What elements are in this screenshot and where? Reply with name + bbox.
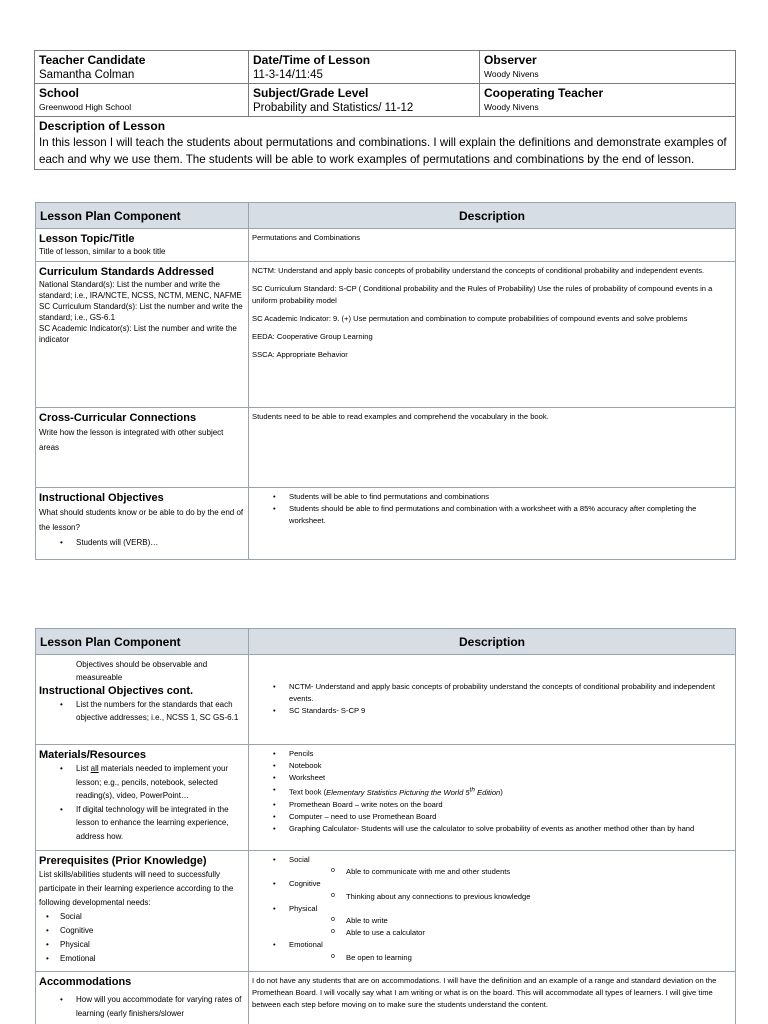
lesson-description-text: In this lesson I will teach the students about permutations and combinations. I will explain the definitions and demonstrate examples of each and why we use them. The students will be able to work examples of permutations and combinations by the end of lesson. bbox=[39, 136, 727, 166]
prereq-physical-sub-1: o Able to write bbox=[289, 915, 732, 927]
materials-row bbox=[36, 745, 736, 851]
objectives-cont-pre: Objectives should be observable and measureable bbox=[76, 660, 208, 682]
objectives-cont-title: Instructional Objectives cont. bbox=[39, 685, 194, 697]
objectives-sub: What should students know or be able to do by the end of the lesson? bbox=[39, 508, 244, 532]
date-value: 11-3-14/11:45 bbox=[253, 69, 323, 81]
cross-title: Cross-Curricular Connections bbox=[39, 412, 197, 424]
prerequisites-row bbox=[36, 851, 736, 972]
school-label: School bbox=[39, 86, 80, 100]
lesson-description-label: Description of Lesson bbox=[39, 119, 166, 133]
standards-desc-2: SC Curriculum Standard: S-CP ( Conditional probability and the Rules of Probability) Use the rules of probability of compound events in a uniform probability model bbox=[252, 284, 713, 305]
description-header: Description bbox=[249, 203, 736, 229]
subject-cell bbox=[249, 84, 480, 117]
prereq-need-emotional: • Emotional bbox=[39, 952, 245, 966]
objectives-title: Instructional Objectives bbox=[39, 492, 164, 504]
teacher-cell bbox=[35, 51, 249, 84]
prereq-cognitive-sub: o Thinking about any connections to previous knowledge bbox=[289, 891, 732, 903]
coop-label: Cooperating Teacher bbox=[484, 86, 604, 100]
materials-sub-bullet-2: • If digital technology will be integrated in the lesson to enhance the learning experience, address how. bbox=[39, 803, 245, 844]
standards-desc-3: SC Academic Indicator: 9. (+) Use permutation and combination to compute probabilities of compound events and solve problems bbox=[252, 314, 688, 323]
plan-header-row bbox=[36, 203, 736, 229]
objectives-cont-bullet-1: • NCTM- Understand and apply basic concepts of probability understand the concepts of conditional probability and independent events. bbox=[252, 681, 732, 705]
objectives-sub-bullet: • Students will (VERB)… bbox=[39, 535, 245, 550]
standards-row bbox=[36, 262, 736, 408]
accommodations-desc: I do not have any students that are on accommodations. I will have the definition and an example of a range and standard deviation on the Promethean Board. I will vocally say what I am writing or what is on the board. This will accommodate all types of learners. I will give time between each step before moving on to make sure the students understand the content. bbox=[249, 972, 736, 1024]
prereq-emotional-sub: o Be open to learning bbox=[289, 952, 732, 964]
standards-desc-5: SSCA: Appropriate Behavior bbox=[252, 350, 348, 359]
date-label: Date/Time of Lesson bbox=[253, 53, 371, 67]
prereq-social-sub: o Able to communicate with me and other students bbox=[289, 866, 732, 878]
standards-sub-3: SC Academic Indicator(s): List the number and write the indicator bbox=[39, 324, 237, 344]
objective-bullet-2: • Students should be able to find permutations and combination with a worksheet with a 85% accuracy after completing the worksheet. bbox=[252, 503, 732, 527]
prereq-emotional: • Emotional o Be open to learning bbox=[252, 939, 732, 963]
school-cell bbox=[35, 84, 249, 117]
coop-value: Woody Nivens bbox=[484, 102, 539, 112]
school-value: Greenwood High School bbox=[39, 102, 132, 112]
accommodations-row bbox=[36, 972, 736, 1024]
cross-sub: Write how the lesson is integrated with other subject areas bbox=[39, 428, 224, 452]
lesson-description-cell bbox=[35, 117, 736, 170]
topic-desc: Permutations and Combinations bbox=[249, 229, 736, 262]
prereq-need-cognitive: • Cognitive bbox=[39, 924, 245, 938]
header-row-1 bbox=[35, 51, 736, 84]
lesson-header-table bbox=[34, 50, 736, 170]
topic-row bbox=[36, 229, 736, 262]
observer-cell bbox=[480, 51, 736, 84]
prereq-physical-sub-2: o Able to use a calculator bbox=[289, 927, 732, 939]
prereq-physical: • Physical o Able to write o Able to use a calculator bbox=[252, 903, 732, 940]
prereq-need-social: • Social bbox=[39, 910, 245, 924]
description-header-2: Description bbox=[249, 629, 736, 655]
standards-desc-4: EEDA: Cooperative Group Learning bbox=[252, 332, 373, 341]
objectives-row bbox=[36, 488, 736, 560]
date-cell bbox=[249, 51, 480, 84]
plan-header-row-2 bbox=[36, 629, 736, 655]
material-item-7: • Graphing Calculator- Students will use the calculator to solve probability of events as another method other than by hand bbox=[252, 823, 732, 835]
material-item-5: • Promethean Board – write notes on the board bbox=[252, 799, 732, 811]
objectives-cont-bullet-2: • SC Standards- S-CP 9 bbox=[252, 705, 732, 717]
subject-label: Subject/Grade Level bbox=[253, 86, 369, 100]
standards-sub-2: SC Curriculum Standard(s): List the number and write the standard; i.e., GS-6.1 bbox=[39, 302, 243, 322]
header-row-3 bbox=[35, 117, 736, 170]
material-item-3: • Worksheet bbox=[252, 772, 732, 784]
topic-sub: Title of lesson, similar to a book title bbox=[39, 247, 166, 256]
component-header-2: Lesson Plan Component bbox=[36, 629, 249, 655]
teacher-label: Teacher Candidate bbox=[39, 53, 146, 67]
standards-desc-1: NCTM: Understand and apply basic concepts of probability understand the concepts of conditional probability and independent events. bbox=[252, 266, 705, 275]
materials-title: Materials/Resources bbox=[39, 749, 146, 761]
cross-desc: Students need to be able to read examples and comprehend the vocabulary in the book. bbox=[249, 408, 736, 488]
coop-cell bbox=[480, 84, 736, 117]
prereq-title: Prerequisites (Prior Knowledge) bbox=[39, 855, 207, 867]
accommodations-title: Accommodations bbox=[39, 976, 132, 988]
header-row-2 bbox=[35, 84, 736, 117]
material-item-4: • Text book (Elementary Statistics Picturing the World 5th Edition) bbox=[252, 784, 732, 799]
plan-table-2 bbox=[35, 628, 736, 1024]
cross-curricular-row bbox=[36, 408, 736, 488]
material-item-2: • Notebook bbox=[252, 760, 732, 772]
prereq-sub: List skills/abilities students will need to successfully participate in their learning experience according to the following developmental needs: bbox=[39, 870, 234, 907]
topic-title: Lesson Topic/Title bbox=[39, 233, 135, 245]
material-item-1: • Pencils bbox=[252, 748, 732, 760]
prereq-cognitive: • Cognitive o Thinking about any connections to previous knowledge bbox=[252, 878, 732, 902]
observer-value: Woody Nivens bbox=[484, 69, 539, 79]
materials-sub-bullet-1: • List all materials needed to implement your lesson; e.g., pencils, notebook, selected reading(s), video, PowerPoint… bbox=[39, 762, 245, 803]
objectives-cont-sub-bullet: • List the numbers for the standards that each objective addresses; i.e., NCSS 1, SC GS-6.1 bbox=[39, 698, 245, 724]
subject-value: Probability and Statistics/ 11-12 bbox=[253, 102, 414, 114]
observer-label: Observer bbox=[484, 53, 537, 67]
objective-bullet-1: • Students will be able to find permutations and combinations bbox=[252, 491, 732, 503]
standards-title: Curriculum Standards Addressed bbox=[39, 266, 215, 278]
plan-table-1 bbox=[35, 202, 736, 560]
teacher-value: Samantha Colman bbox=[39, 69, 135, 81]
accommodations-sub-bullet: • How will you accommodate for varying rates of learning (early finishers/slower bbox=[39, 993, 245, 1020]
objectives-cont-row bbox=[36, 655, 736, 745]
material-item-6: • Computer – need to use Promethean Board bbox=[252, 811, 732, 823]
prereq-social: • Social o Able to communicate with me and other students bbox=[252, 854, 732, 878]
prereq-need-physical: • Physical bbox=[39, 938, 245, 952]
standards-sub-1: National Standard(s): List the number and write the standard; i.e., IRA/NCTE, NCSS, NCTM, MENC, NAFME bbox=[39, 280, 242, 300]
component-header: Lesson Plan Component bbox=[36, 203, 249, 229]
